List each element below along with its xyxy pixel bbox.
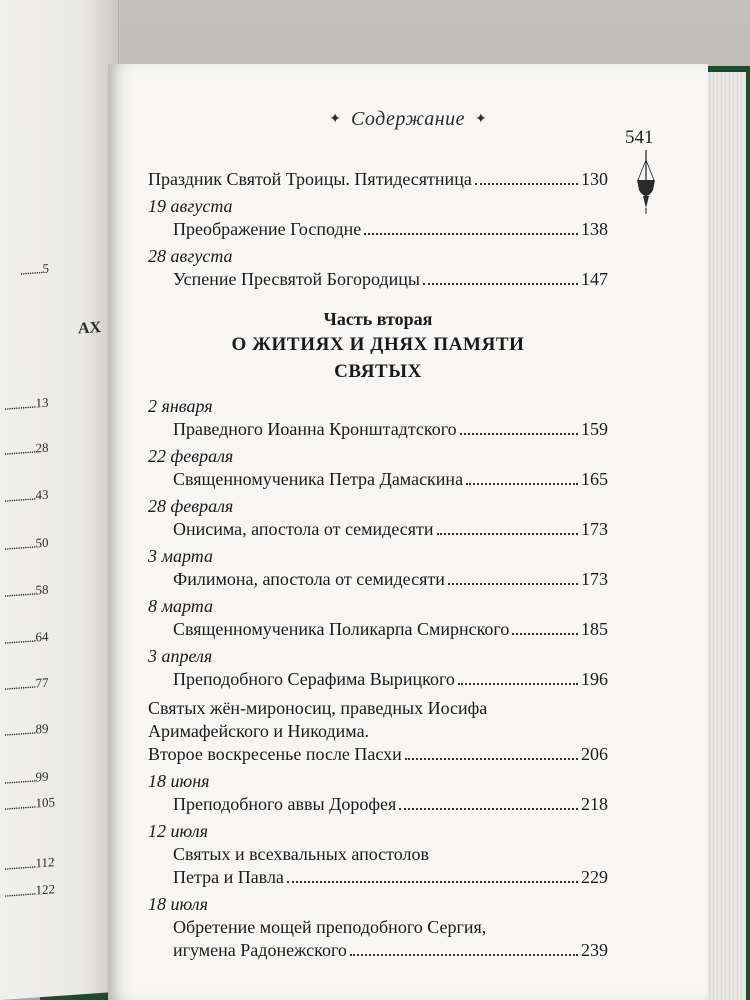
toc-entry[interactable] <box>148 866 608 889</box>
dot-leader <box>405 758 578 760</box>
toc-entry[interactable] <box>148 743 608 766</box>
toc-entry-title-line: Святых и всехвальных апостолов <box>173 844 430 864</box>
left-page-fragment: ..............77 <box>4 674 49 693</box>
toc-entry-page: 218 <box>581 794 608 814</box>
toc-entry-title: Преподобного Серафима Вырицкого <box>173 669 455 689</box>
left-page-fragment: ..............43 <box>4 486 49 505</box>
right-page <box>108 64 708 1000</box>
feast-date: 19 августа <box>148 196 233 216</box>
dot-leader <box>287 881 578 883</box>
toc-entry-title: Онисима, апостола от семидесяти <box>173 519 434 539</box>
dot-leader <box>437 533 578 535</box>
feast-date: 22 февраля <box>148 446 234 466</box>
left-page <box>0 0 119 1000</box>
left-page-fragment: ..............122 <box>4 881 55 900</box>
dot-leader <box>512 633 578 635</box>
toc-entry-title: Преподобного аввы Дорофея <box>173 794 397 814</box>
dot-leader <box>399 808 578 810</box>
left-page-fragment: ..............99 <box>4 768 49 787</box>
left-page-fragment: ..............112 <box>4 854 55 873</box>
hanging-lamp-icon <box>634 150 658 216</box>
toc-entry-page: 173 <box>581 519 608 539</box>
feast-date: 2 января <box>148 396 213 416</box>
toc-entry-title-line: Аримафейского и Никодима. <box>148 721 370 741</box>
part-title-line: СВЯТЫХ <box>334 361 422 382</box>
toc-entry[interactable] <box>148 418 608 441</box>
toc-entry-title: Успение Пресвятой Богородицы <box>173 269 420 289</box>
left-page-fragment: ..............105 <box>4 794 55 813</box>
toc-entry-page: 206 <box>581 744 608 764</box>
toc-entry-title: Праздник Святой Троицы. Пятидесятница <box>148 169 472 189</box>
dot-leader <box>466 483 578 485</box>
feast-date: 28 февраля <box>148 496 234 516</box>
toc-entry[interactable] <box>148 793 608 816</box>
left-page-fragment: ..............58 <box>4 581 49 600</box>
feast-date: 28 августа <box>148 246 233 266</box>
toc-entry-title: Филимона, апостола от семидесяти <box>173 569 445 589</box>
running-header-title: Содержание <box>350 107 466 130</box>
dot-leader <box>475 183 578 185</box>
toc-entry-page: 147 <box>581 269 608 289</box>
feast-date: 8 марта <box>148 596 213 616</box>
dot-leader <box>460 433 578 435</box>
dot-leader <box>458 683 578 685</box>
dot-leader <box>350 954 578 956</box>
toc-entry[interactable] <box>148 939 608 962</box>
toc-entry[interactable] <box>148 268 608 291</box>
feast-date: 12 июля <box>148 821 208 841</box>
toc-entry-page: 138 <box>581 219 608 239</box>
toc-entry-title: игумена Радонежского <box>173 940 347 960</box>
toc-entry[interactable] <box>148 668 608 691</box>
toc-entry[interactable] <box>148 168 608 191</box>
toc-entry-title: Священномученика Петра Дамаскина <box>173 469 464 489</box>
toc-entry-page: 159 <box>581 419 608 439</box>
left-page-fragment: АХ <box>78 318 102 338</box>
left-page-fragment: ..............50 <box>4 534 49 553</box>
left-page-fragment: ..........5 <box>20 260 49 278</box>
toc-entry-title: Петра и Павла <box>173 867 284 887</box>
left-page-fragment: ..............64 <box>4 628 49 647</box>
toc-entry[interactable] <box>148 218 608 241</box>
table-of-contents <box>148 168 608 962</box>
toc-entry-page: 239 <box>581 940 608 960</box>
toc-entry-title: Второе воскресенье после Пасхи <box>148 744 402 764</box>
toc-entry-page: 196 <box>581 669 608 689</box>
toc-entry-page: 229 <box>581 867 608 887</box>
page-number: 541 <box>625 127 654 148</box>
toc-entry[interactable] <box>148 518 608 541</box>
toc-entry-title: Праведного Иоанна Кронштадтского <box>173 419 457 439</box>
left-page-fragment: ..............28 <box>4 439 49 458</box>
dot-leader <box>448 583 578 585</box>
toc-entry-page: 173 <box>581 569 608 589</box>
toc-entry[interactable] <box>148 468 608 491</box>
toc-entry-page: 165 <box>581 469 608 489</box>
left-page-fragment: ..............89 <box>4 720 49 739</box>
left-page-fragment: ..............13 <box>4 394 49 413</box>
toc-entry-title: Священномученика Поликарпа Смирнского <box>173 619 510 639</box>
toc-entry-title: Преображение Господне <box>173 219 362 239</box>
toc-entry-title-line: Обретение мощей преподобного Сергия, <box>173 917 487 937</box>
part-title <box>148 331 608 385</box>
toc-entry-page: 130 <box>581 169 608 189</box>
part-label: Часть вторая <box>323 309 433 329</box>
feast-date: 3 марта <box>148 546 213 566</box>
feast-date: 18 июня <box>148 771 210 791</box>
feast-date: 3 апреля <box>148 646 213 666</box>
dot-leader <box>423 283 578 285</box>
feast-date: 18 июля <box>148 894 208 914</box>
ornament-icon: ✦ <box>475 111 487 127</box>
toc-entry[interactable] <box>148 618 608 641</box>
running-header <box>308 104 508 134</box>
toc-entry-page: 185 <box>581 619 608 639</box>
part-title-line: О ЖИТИЯХ И ДНЯХ ПАМЯТИ <box>231 334 525 355</box>
toc-entry-title-line: Святых жён-мироносиц, праведных Иосифа <box>148 698 488 718</box>
ornament-icon: ✦ <box>329 111 341 127</box>
dot-leader <box>364 233 578 235</box>
toc-entry[interactable] <box>148 568 608 591</box>
